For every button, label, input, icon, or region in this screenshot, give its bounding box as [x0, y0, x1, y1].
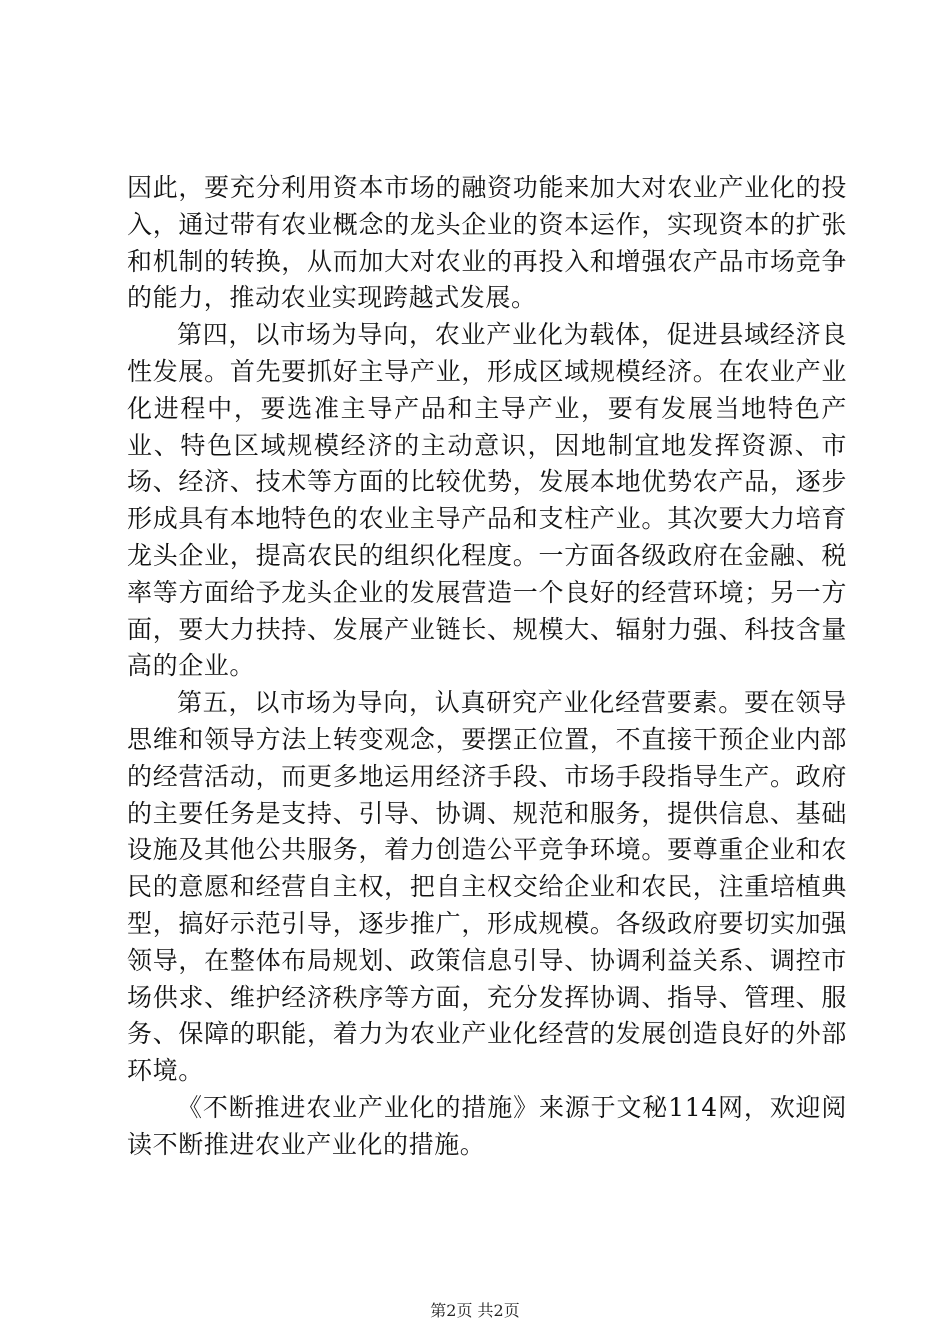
paragraph-source-note: 《不断推进农业产业化的措施》来源于文秘114网，欢迎阅读不断推进农业产业化的措施。	[127, 1092, 847, 1159]
paragraph-point-five: 第五，以市场为导向，认真研究产业化经营要素。要在领导思维和领导方法上转变观念，要摆正位置，不直接干预企业内部的经营活动，而更多地运用经济手段、市场手段指导生产。政府的主要任务是支持、引导、协调、规范和服务，提供信息、基础设施及其他公共服务，着力创造公平竞争环境。要尊重企业和农民的意愿和经营自主权，把自主权交给企业和农民，注重培植典型，搞好示范引导，逐步推广，形成规模。各级政府要切实加强领导，在整体布局规划、政策信息引导、协调利益关系、调控市场供求、维护经济秩序等方面，充分发挥协调、指导、管理、服务、保障的职能，着力为农业产业化经营的发展创造良好的外部环境。	[127, 688, 847, 1086]
document-body	[127, 170, 847, 1164]
paragraph-continuation: 因此，要充分利用资本市场的融资功能来加大对农业产业化的投入，通过带有农业概念的龙头企业的资本运作，实现资本的扩张和机制的转换，从而加大对农业的再投入和增强农产品市场竞争的能力，推动农业实现跨越式发展。	[127, 173, 847, 313]
paragraph-point-four: 第四，以市场为导向，农业产业化为载体，促进县域经济良性发展。首先要抓好主导产业，形成区域规模经济。在农业产业化进程中，要选准主导产品和主导产业，要有发展当地特色产业、特色区域规模经济的主动意识，因地制宜地发挥资源、市场、经济、技术等方面的比较优势，发展本地优势农产品，逐步形成具有本地特色的农业主导产品和支柱产业。其次要大力培育龙头企业，提高农民的组织化程度。一方面各级政府在金融、税率等方面给予龙头企业的发展营造一个良好的经营环境；另一方面，要大力扶持、发展产业链长、规模大、辐射力强、科技含量高的企业。	[127, 320, 847, 681]
page-number-footer: 第2页 共2页	[430, 1301, 520, 1320]
